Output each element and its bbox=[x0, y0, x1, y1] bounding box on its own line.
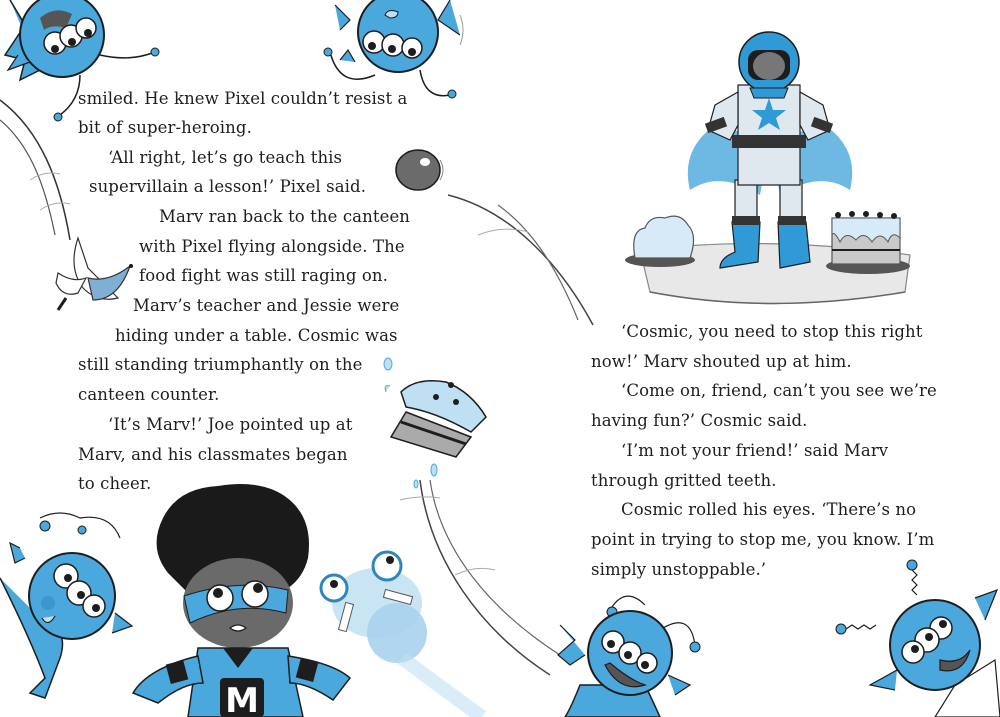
flying-banana-icon bbox=[48, 228, 138, 318]
text-line: still standing triumphantly on the bbox=[78, 355, 363, 374]
text-line: through gritted teeth. bbox=[591, 471, 777, 490]
text-line: point in trying to stop me, you know. I’m bbox=[591, 530, 935, 549]
text-line: ‘All right, let’s go teach this bbox=[108, 148, 343, 167]
text-line: ‘Come on, friend, can’t you see we’re bbox=[621, 381, 937, 400]
text-line: Cosmic rolled his eyes. ‘There’s no bbox=[621, 500, 917, 519]
alien-bottom-right-icon bbox=[835, 560, 1000, 717]
text-line: having fun?’ Cosmic said. bbox=[591, 411, 808, 430]
text-line: supervillain a lesson!’ Pixel said. bbox=[89, 177, 367, 196]
text-line: Marv ran back to the canteen bbox=[159, 207, 411, 226]
alien-bottom-left-icon bbox=[0, 508, 135, 717]
text-line: to cheer. bbox=[78, 474, 152, 493]
text-line: ‘It’s Marv!’ Joe pointed up at bbox=[108, 415, 353, 434]
text-line: food fight was still raging on. bbox=[139, 266, 388, 285]
text-line: now!’ Marv shouted up at him. bbox=[591, 352, 852, 371]
text-line: Marv, and his classmates began bbox=[78, 445, 348, 464]
text-line: smiled. He knew Pixel couldn’t resist a bbox=[78, 89, 408, 108]
hero-chest-letter: M bbox=[225, 681, 259, 717]
cosmic-villain-illustration bbox=[620, 30, 920, 320]
text-line: hiding under a table. Cosmic was bbox=[115, 326, 398, 345]
text-line: canteen counter. bbox=[78, 385, 220, 404]
alien-bottom-center-icon bbox=[550, 585, 710, 717]
text-line: with Pixel flying alongside. The bbox=[139, 237, 405, 256]
motion-arc-bottom bbox=[400, 480, 560, 680]
text-line: simply unstoppable.’ bbox=[591, 560, 767, 579]
text-line: ‘Cosmic, you need to stop this right bbox=[621, 322, 923, 341]
flying-apple-icon bbox=[390, 140, 450, 200]
text-line: bit of super-heroing. bbox=[78, 118, 252, 137]
text-line: Marv’s teacher and Jessie were bbox=[133, 296, 400, 315]
text-line: ‘I’m not your friend!’ said Marv bbox=[621, 441, 889, 460]
motion-arc-middle bbox=[448, 190, 598, 330]
